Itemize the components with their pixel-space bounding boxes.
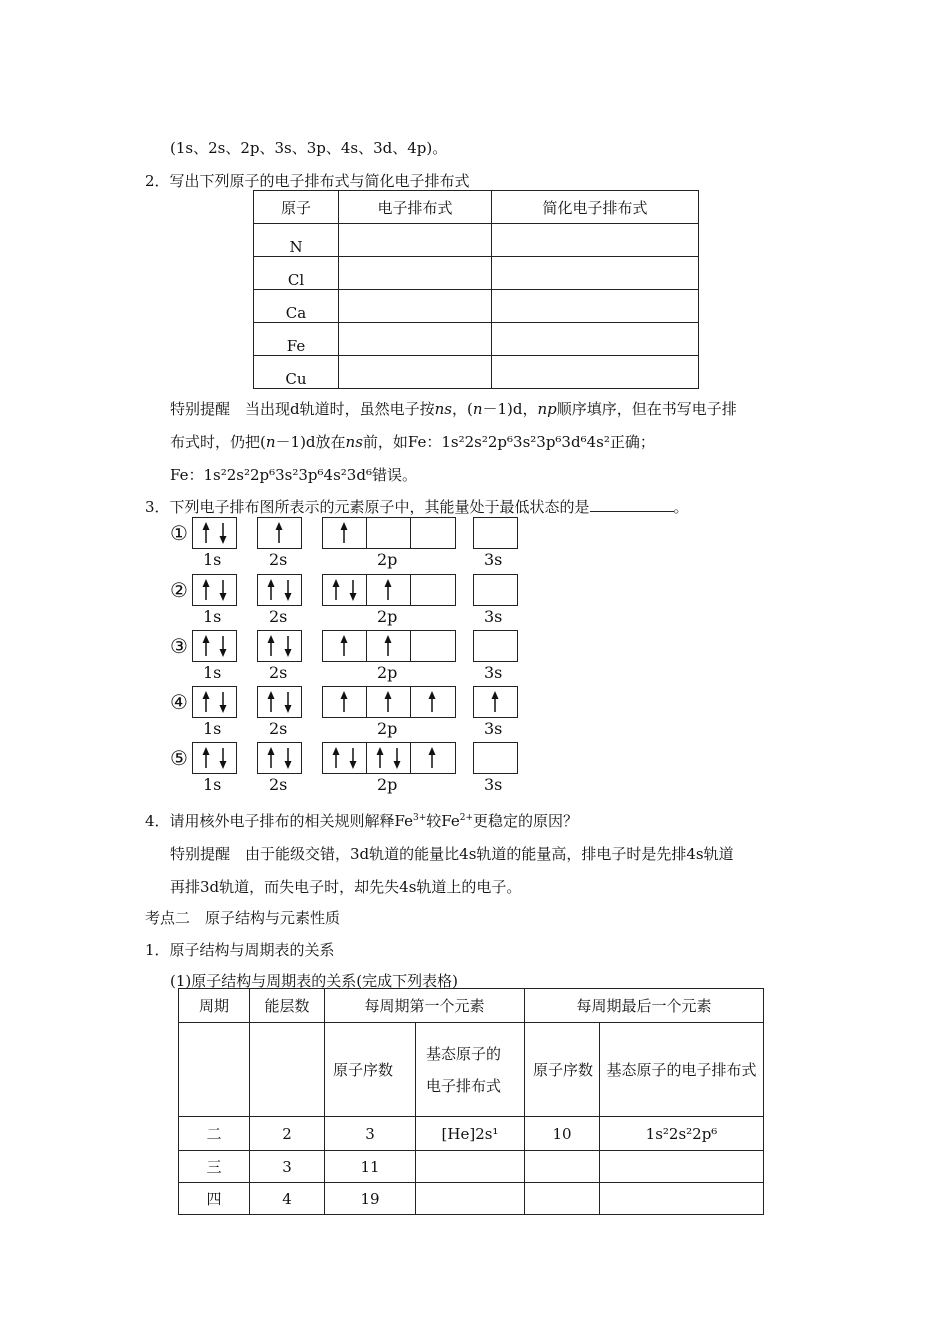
orbital-label: 2s <box>269 663 288 682</box>
orbital-order-line: (1s、2s、2p、3s、3p、4s、3d、4p)。 <box>170 139 448 157</box>
orbital-cell <box>474 743 517 773</box>
header-atom: 原子 <box>254 191 339 224</box>
1s-box <box>192 686 237 718</box>
question-3: 3．下列电子排布图所表示的元素原子中，其能量处于最低状态的是 。 <box>145 498 689 516</box>
orbital-cell <box>366 575 410 605</box>
tip-1-line-3: Fe：1s²2s²2p⁶3s²3p⁶4s²3d⁶错误。 <box>170 466 417 484</box>
orbital-label: 1s <box>203 607 222 626</box>
header-period: 周期 <box>179 989 250 1023</box>
electron-arrows <box>323 691 366 713</box>
2p-box <box>322 630 456 662</box>
orbital-cell <box>474 518 517 548</box>
spin-down-head <box>220 593 227 601</box>
orbital-cell <box>410 518 454 548</box>
spin-up-head <box>203 747 210 755</box>
electron-arrows <box>258 522 301 544</box>
first-config-input[interactable] <box>416 1151 525 1183</box>
1s-box <box>192 742 237 774</box>
electron-arrows <box>474 691 517 713</box>
spin-up-head <box>333 747 340 755</box>
orbital-cell <box>193 631 236 661</box>
diagram-number: ① <box>170 521 188 545</box>
orbital-cell <box>193 687 236 717</box>
config-input[interactable] <box>339 323 492 356</box>
layers-cell: 3 <box>250 1151 325 1183</box>
orbital-label: 2s <box>269 719 288 738</box>
electron-arrows <box>323 747 366 769</box>
orbital-label: 3s <box>484 775 503 794</box>
first-config-input[interactable] <box>416 1183 525 1215</box>
electron-arrows <box>367 635 410 657</box>
spin-down-head <box>394 761 401 769</box>
tip-2-line-2: 再排3d轨道，而失电子时，却先失4s轨道上的电子。 <box>170 878 522 896</box>
diagram-number: ② <box>170 578 188 602</box>
spin-down-head <box>285 649 292 657</box>
first-z-cell: 3 <box>325 1117 416 1151</box>
simplified-input[interactable] <box>492 224 699 257</box>
diagram-row <box>170 742 530 798</box>
electron-arrows <box>411 691 454 713</box>
orbital-cell <box>410 687 454 717</box>
question-2: 2．写出下列原子的电子排布式与简化电子排布式 <box>145 172 470 190</box>
spin-up-head <box>385 579 392 587</box>
orbital-cell <box>258 743 301 773</box>
last-z-cell: 10 <box>525 1117 600 1151</box>
tip-2-line-1: 特别提醒 由于能级交错，3d轨道的能量比4s轨道的能量高，排电子时是先排4s轨道 <box>170 845 734 863</box>
1s-box <box>192 574 237 606</box>
2p-box <box>322 686 456 718</box>
spin-up-head <box>377 747 384 755</box>
3s-box <box>473 630 518 662</box>
spin-up-head <box>333 579 340 587</box>
1s-box <box>192 630 237 662</box>
header-simplified: 简化电子排布式 <box>492 191 699 224</box>
spin-down-head <box>285 705 292 713</box>
electron-arrows <box>193 635 236 657</box>
spin-up-head <box>429 691 436 699</box>
orbital-label: 1s <box>203 775 222 794</box>
spin-up-head <box>203 635 210 643</box>
orbital-cell <box>410 743 454 773</box>
simplified-input[interactable] <box>492 356 699 389</box>
orbital-cell <box>366 631 410 661</box>
2s-box <box>257 742 302 774</box>
electron-config-table <box>253 190 699 389</box>
spin-down-head <box>220 649 227 657</box>
orbital-cell <box>366 743 410 773</box>
simplified-input[interactable] <box>492 257 699 290</box>
electron-arrows <box>323 635 366 657</box>
spin-down-head <box>220 536 227 544</box>
orbital-label: 3s <box>484 607 503 626</box>
orbital-cell <box>323 575 366 605</box>
2s-box <box>257 630 302 662</box>
spin-down-head <box>350 761 357 769</box>
first-z-cell: 11 <box>325 1151 416 1183</box>
header-first-z: 原子序数 <box>325 1023 416 1117</box>
layers-cell: 4 <box>250 1183 325 1215</box>
spin-up-head <box>385 691 392 699</box>
electron-arrows <box>258 747 301 769</box>
atom-cell: Fe <box>254 323 339 356</box>
simplified-input[interactable] <box>492 290 699 323</box>
orbital-label: 3s <box>484 550 503 569</box>
header-last-element: 每周期最后一个元素 <box>525 989 764 1023</box>
first-config-cell: [He]2s¹ <box>416 1117 525 1151</box>
spin-up-head <box>341 691 348 699</box>
orbital-label: 1s <box>203 550 222 569</box>
layers-cell: 2 <box>250 1117 325 1151</box>
config-input[interactable] <box>339 356 492 389</box>
tip-1-line-1: 特别提醒 当出现d轨道时，虽然电子按ns，(n－1)d，np顺序填序，但在书写电子排 <box>170 400 737 418</box>
diagram-number: ⑤ <box>170 746 188 770</box>
diagram-row <box>170 686 530 742</box>
spin-down-head <box>350 593 357 601</box>
spin-down-head <box>220 761 227 769</box>
header-layers: 能层数 <box>250 989 325 1023</box>
orbital-label: 2s <box>269 550 288 569</box>
orbital-label: 3s <box>484 663 503 682</box>
last-config-cell: 1s²2s²2p⁶ <box>600 1117 764 1151</box>
orbital-label: 1s <box>203 663 222 682</box>
orbital-label: 2p <box>377 719 398 738</box>
orbital-cell <box>258 687 301 717</box>
orbital-label: 3s <box>484 719 503 738</box>
spin-up-head <box>385 635 392 643</box>
2p-box <box>322 742 456 774</box>
header-first-config: 基态原子的电子排布式 <box>416 1023 525 1117</box>
3s-box <box>473 742 518 774</box>
config-input[interactable] <box>339 290 492 323</box>
spin-up-head <box>341 635 348 643</box>
orbital-label: 2p <box>377 607 398 626</box>
atom-cell: N <box>254 224 339 257</box>
diagram-row <box>170 574 530 630</box>
electron-arrows <box>323 522 366 544</box>
2p-box <box>322 517 456 549</box>
header-config: 电子排布式 <box>339 191 492 224</box>
orbital-cell <box>258 575 301 605</box>
diagram-row <box>170 517 530 573</box>
electron-arrows <box>258 635 301 657</box>
period-cell: 二 <box>179 1117 250 1151</box>
first-z-cell: 19 <box>325 1183 416 1215</box>
simplified-input[interactable] <box>492 323 699 356</box>
config-input[interactable] <box>339 257 492 290</box>
question-4: 4．请用核外电子排布的相关规则解释$Fe^{3+}$较$Fe^{2+}$更稳定的原因？ <box>145 812 579 830</box>
spin-up-head <box>492 691 499 699</box>
header-last-z: 原子序数 <box>525 1023 600 1117</box>
spin-down-head <box>285 761 292 769</box>
spin-up-head <box>429 747 436 755</box>
last-z-input[interactable] <box>525 1183 600 1215</box>
diagram-number: ④ <box>170 690 188 714</box>
last-config-input[interactable] <box>600 1183 764 1215</box>
spin-up-head <box>203 522 210 530</box>
electron-arrows <box>411 747 454 769</box>
orbital-cell <box>410 631 454 661</box>
diagram-row <box>170 630 530 686</box>
orbital-label: 2p <box>377 663 398 682</box>
period-relation-table <box>178 988 764 1215</box>
spin-down-head <box>285 593 292 601</box>
orbital-cell <box>193 743 236 773</box>
orbital-cell <box>323 518 366 548</box>
orbital-cell <box>258 631 301 661</box>
orbital-cell <box>323 631 366 661</box>
electron-arrows <box>367 579 410 601</box>
3s-box <box>473 574 518 606</box>
spin-up-head <box>203 691 210 699</box>
electron-arrows <box>193 747 236 769</box>
2s-box <box>257 517 302 549</box>
2s-box <box>257 686 302 718</box>
orbital-cell <box>323 743 366 773</box>
1s-box <box>192 517 237 549</box>
atom-cell: Cu <box>254 356 339 389</box>
orbital-cell <box>193 575 236 605</box>
last-z-input[interactable] <box>525 1151 600 1183</box>
spin-up-head <box>341 522 348 530</box>
spin-up-head <box>268 635 275 643</box>
orbital-label: 2p <box>377 775 398 794</box>
header-last-config: 基态原子的电子排布式 <box>600 1023 764 1117</box>
diagram-number: ③ <box>170 634 188 658</box>
electron-arrows <box>193 522 236 544</box>
orbital-cell <box>474 687 517 717</box>
orbital-label: 1s <box>203 719 222 738</box>
orbital-cell <box>323 687 366 717</box>
spin-up-head <box>268 691 275 699</box>
orbital-label: 2p <box>377 550 398 569</box>
orbital-cell <box>410 575 454 605</box>
spin-down-head <box>220 705 227 713</box>
period-cell: 三 <box>179 1151 250 1183</box>
orbital-cell <box>366 518 410 548</box>
tip-1-line-2: 布式时，仍把(n－1)d放在ns前，如Fe：1s²2s²2p⁶3s²3p⁶3d⁶4s²正确； <box>170 433 655 451</box>
spin-up-head <box>203 579 210 587</box>
spin-up-head <box>276 522 283 530</box>
electron-arrows <box>193 579 236 601</box>
3s-box <box>473 517 518 549</box>
periodic-table-wrapper <box>178 988 764 1215</box>
orbital-cell <box>474 575 517 605</box>
orbital-label: 2s <box>269 607 288 626</box>
orbital-cell <box>193 518 236 548</box>
electron-arrows <box>258 691 301 713</box>
3s-box <box>473 686 518 718</box>
spin-up-head <box>268 579 275 587</box>
orbital-cell <box>258 518 301 548</box>
electron-arrows <box>258 579 301 601</box>
spin-up-head <box>268 747 275 755</box>
2s-box <box>257 574 302 606</box>
answer-blank[interactable] <box>590 497 674 512</box>
question-1b: 1．原子结构与周期表的关系 <box>145 941 335 959</box>
electron-arrows <box>323 579 366 601</box>
electron-arrows <box>367 691 410 713</box>
config-input[interactable] <box>339 224 492 257</box>
2p-box <box>322 574 456 606</box>
last-config-input[interactable] <box>600 1151 764 1183</box>
header-first-element: 每周期第一个元素 <box>325 989 525 1023</box>
electron-arrows <box>193 691 236 713</box>
question-1b-sub: (1)原子结构与周期表的关系(完成下列表格) <box>170 972 458 990</box>
section-title: 考点二 原子结构与元素性质 <box>145 909 341 927</box>
atom-cell: Cl <box>254 257 339 290</box>
atom-cell: Ca <box>254 290 339 323</box>
electron-arrows <box>367 747 410 769</box>
period-cell: 四 <box>179 1183 250 1215</box>
orbital-cell <box>474 631 517 661</box>
orbital-label: 2s <box>269 775 288 794</box>
orbital-cell <box>366 687 410 717</box>
